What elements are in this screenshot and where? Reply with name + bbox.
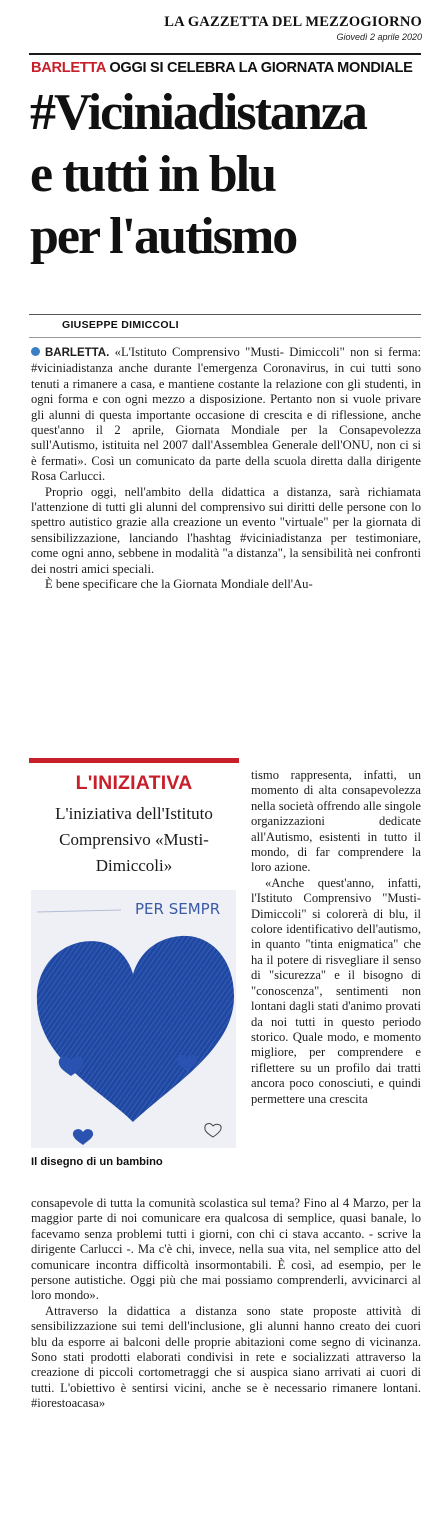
paragraph-3-continued: tismo rappresenta, infatti, un momento di alta consapevolezza nella società offrendo alle singole organizzazioni dedicate all'Autismo, esistenti in tutto il mondo, di far comprendere la loro azione. xyxy=(251,768,421,875)
publication-date: Giovedì 2 aprile 2020 xyxy=(336,32,422,42)
handwriting-text: PER SEMPR xyxy=(135,900,221,918)
paragraph-2: Proprio oggi, nell'ambito della didattica a distanza, sarà richiamata l'attenzione di tutti gli alunni del comprensivo sui diritti delle persone con lo spettro autistico grazie alla creazione un evento "virtuale" per la giornata di sensibilizzazione, lanciando l'hashtag #viciniadistanza per testimoniare, come ogni anno, sebbene in modalità "a distanza", la sensibilità nei confronti dei nostri amici speciali. xyxy=(31,484,421,576)
newspaper-name: LA GAZZETTA DEL MEZZOGIORNO xyxy=(164,14,422,30)
kicker-city: BARLETTA xyxy=(31,60,106,76)
kicker-text: OGGI SI CELEBRA LA GIORNATA MONDIALE xyxy=(109,60,413,76)
masthead xyxy=(160,14,422,42)
paragraph-3-start: È bene specificare che la Giornata Mondiale dell'Au- xyxy=(45,577,313,592)
sidebar-box xyxy=(29,758,239,879)
headline-line-1: #Viciniadistanza xyxy=(30,84,366,141)
article-intro xyxy=(31,345,421,593)
lead-text: «L'Istituto Comprensivo "Musti- Dimiccoli" non si ferma: #viciniadistanza anche durante l'emergenza Coronavirus, in cui tutti sono tenuti a rimanere a casa, e mantiene costante la relazione con gli studenti, in ogni forma e con ogni mezzo a disposizione. Pertanto non si vuole privare gli alunni di questa importante occasione di crescita e di riflessione, anche quest'anno il 2 aprile, Giornata Mondiale per la Consapevolezza sull'Autismo, istituita nel 2007 dall'Assemblea Generale dell'ONU, non ci si è fermati». Così un comunicato da parte della scuola diretta dalla dirigente Rosa Carlucci. xyxy=(31,345,421,484)
headline-line-2: e tutti in blu xyxy=(30,146,276,203)
byline-rule-top xyxy=(29,314,421,315)
kicker xyxy=(31,60,426,76)
sidebar-rule xyxy=(29,758,239,763)
paragraph-5: Attraverso la didattica a distanza sono state proposte attività di sensibilizzazione sui temi dell'inclusione, gli alunni hanno creato dei cuori blu da esporre ai balconi delle proprie abitazioni come segno di vicinanza. Sono stati prodotti elaborati condivisi in rete e socializzati attraverso la creazione di piccoli cortometraggi che si auspica siano arrivati ai cuori di tutti. L'obiettivo è sentirsi vicini, anche se è necessario rimanere lontani. #iorestoacasa» xyxy=(31,1303,421,1411)
lead-paragraph xyxy=(31,345,421,485)
lead-city: BARLETTA. xyxy=(45,347,110,359)
byline: GIUSEPPE DIMICCOLI xyxy=(62,319,179,331)
bullet-dot-icon xyxy=(31,347,40,356)
paragraph-4-column: «Anche quest'anno, infatti, l'Istituto Comprensivo "Musti- Dimiccoli" si colorerà di blu, il colore identificativo dell'autismo, in quanto "tinta enigmatica" che ha il potere di risvegliare il senso di "sicurezza" e il bisogno di "conoscenza", sentimenti non lontani dagli stati d'animo provati da noi tutti in questo periodo storico. Quale modo, e momento migliore, per comprendere e riflettere su un profilo dai tratti ancora poco conosciuti, e quindi permettere una crescita xyxy=(251,875,421,1106)
heart-drawing-photo xyxy=(31,890,236,1148)
headline xyxy=(30,82,430,268)
sidebar-title: L'INIZIATIVA xyxy=(75,772,193,794)
paragraph-4-continued: consapevole di tutta la comunità scolastica sul tema? Fino al 4 Marzo, per la maggior parte di noi comunicare era qualcosa di semplice, quasi banale, lo facevamo senza problemi tutti i giorni, con chi ci stava accanto. - scrive la dirigente Carlucci -. Ma c'è chi, invece, nella sua vita, nel semplice atto del comunicare incontra difficoltà insormontabili. È così, ad esempio, per le persone autistiche. Oggi più che mai possiamo comprenderli, avvicinarci al loro mondo». xyxy=(31,1196,421,1303)
photo-caption: Il disegno di un bambino xyxy=(31,1156,163,1168)
headline-line-3: per l'autismo xyxy=(30,208,297,265)
byline-rule-bottom xyxy=(29,337,421,338)
article-right-column xyxy=(251,768,421,1107)
article-continuation xyxy=(31,1196,421,1412)
sidebar-subtitle: L'iniziativa dell'Istituto Comprensivo «Musti- Dimiccoli» xyxy=(55,804,213,875)
masthead-rule xyxy=(29,53,421,55)
